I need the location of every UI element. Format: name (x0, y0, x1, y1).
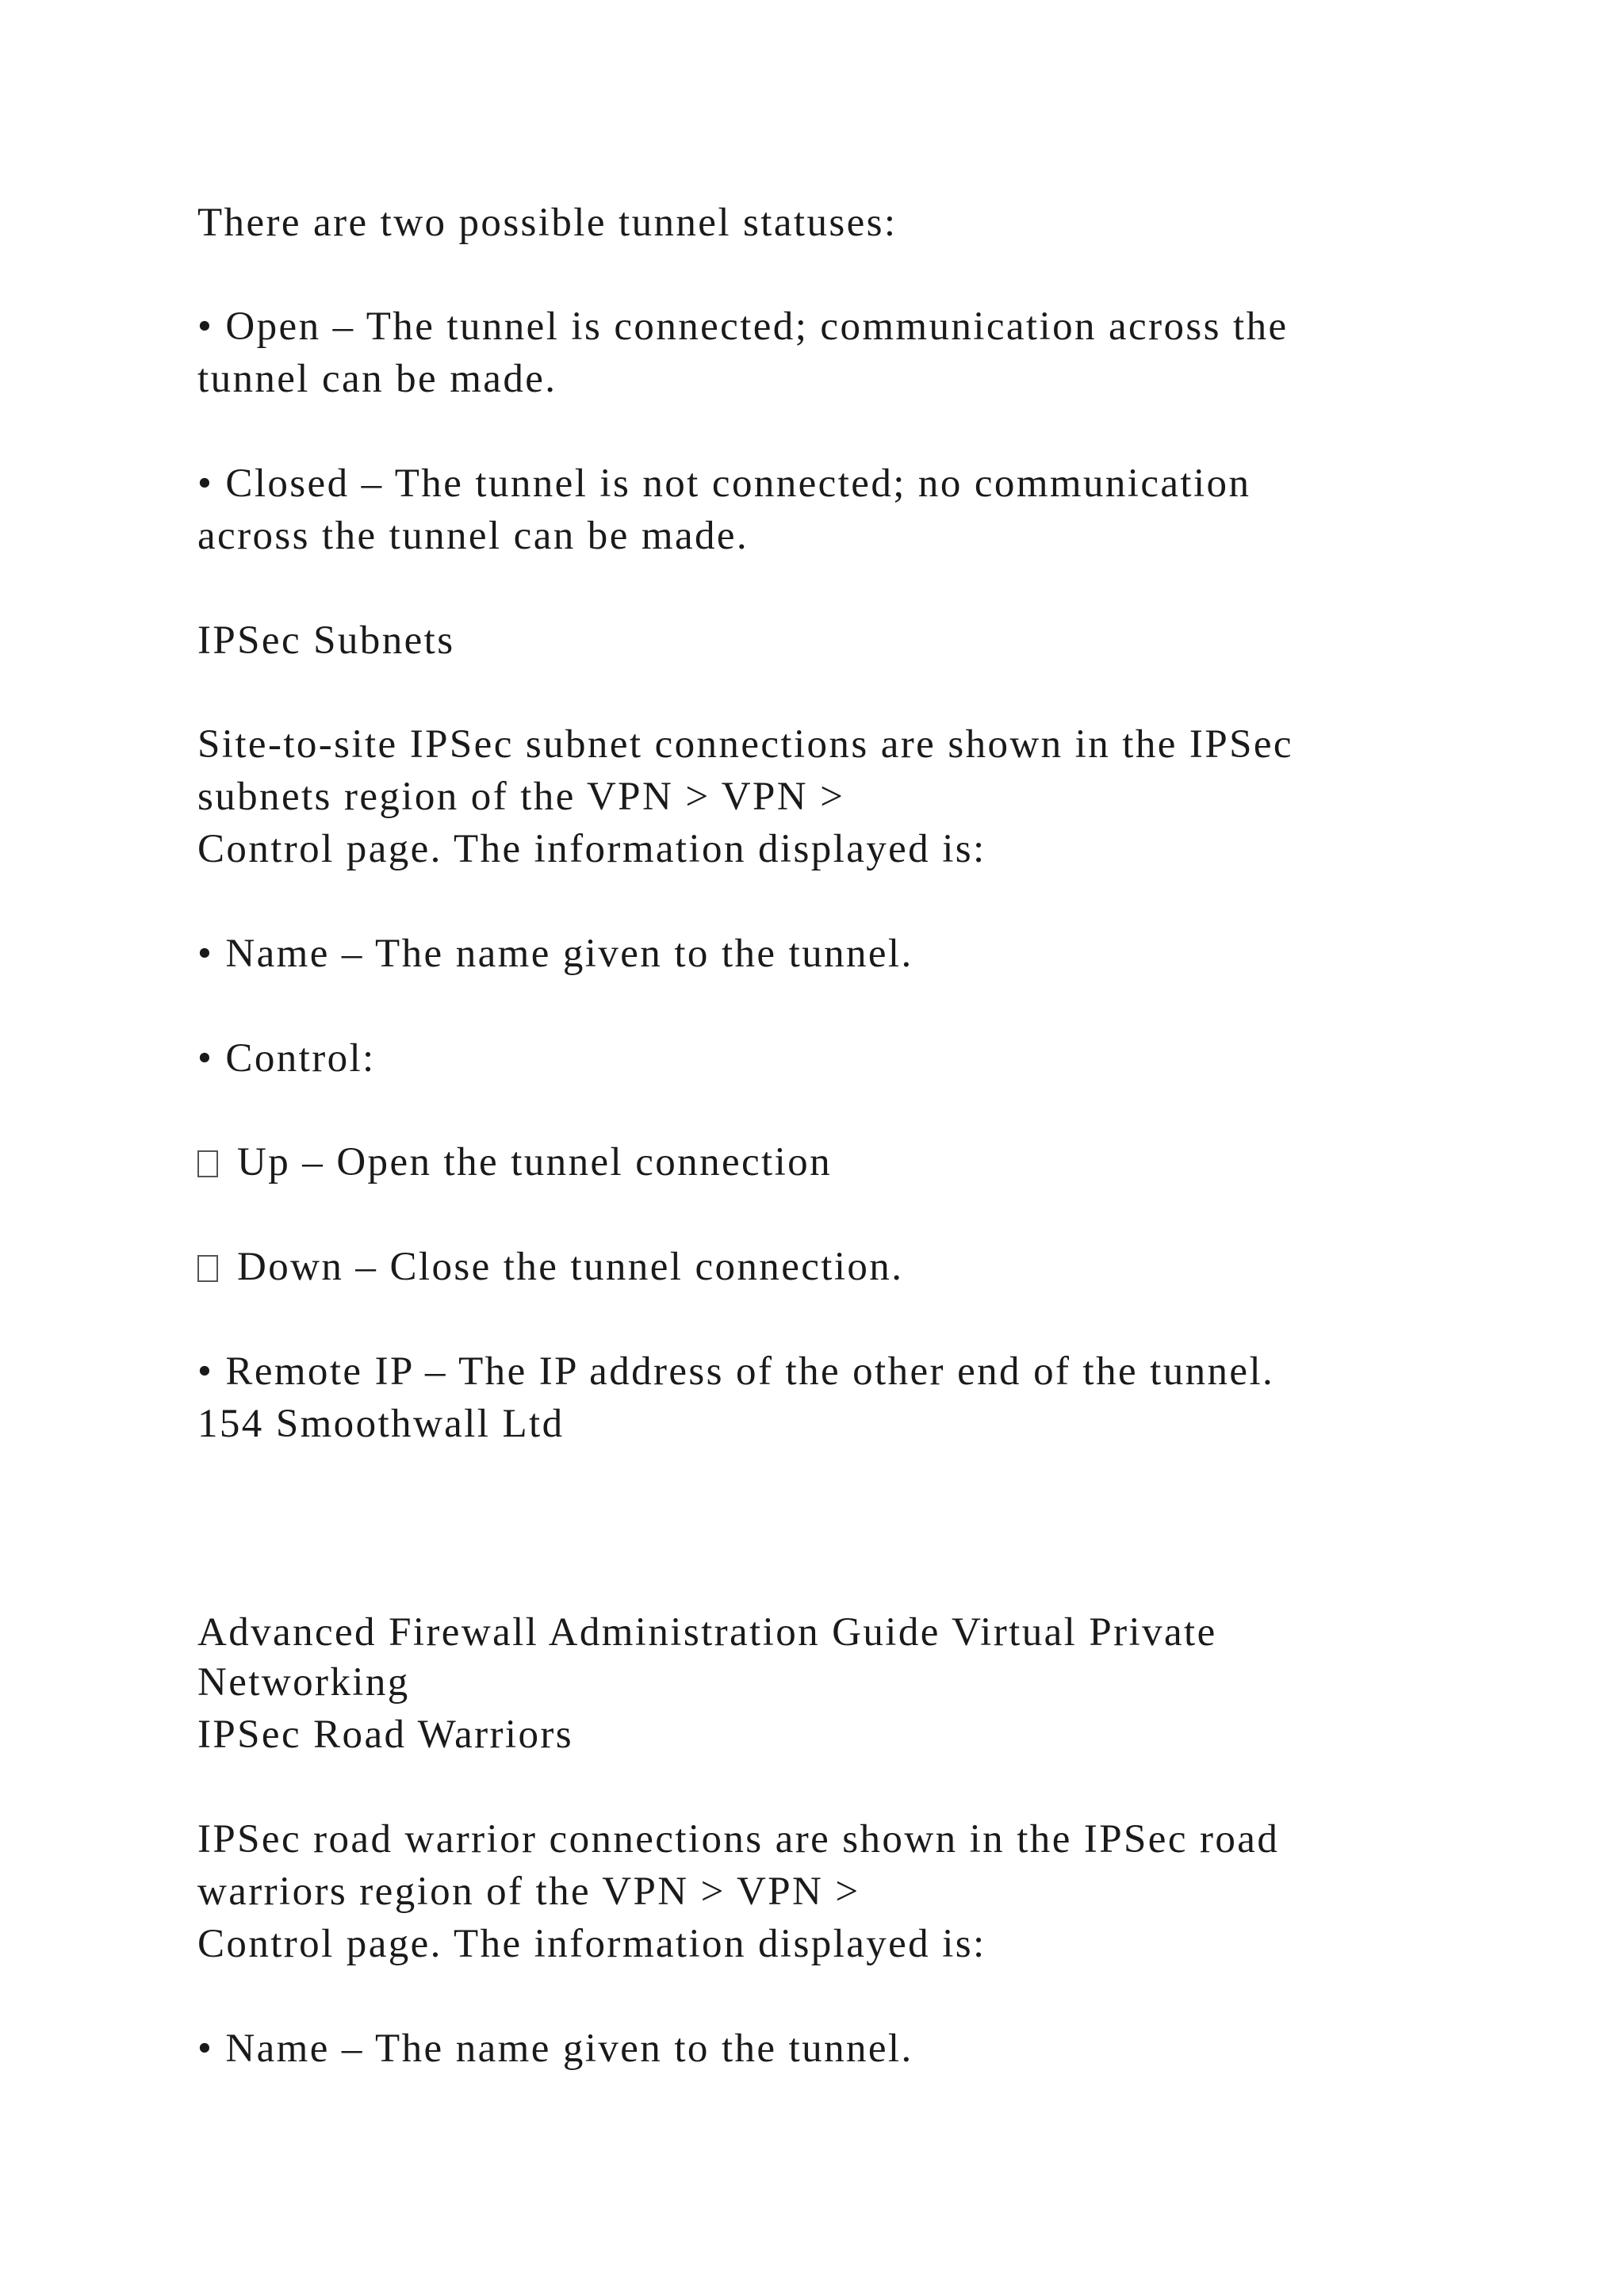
section-heading-ipsec-road-warriors: IPSec Road Warriors (197, 1712, 573, 1757)
road-warriors-paragraph-line-1: IPSec road warrior connections are shown in the IPSec road (197, 1817, 1280, 1862)
missing-glyph-icon (197, 1255, 218, 1282)
subnets-paragraph-line-1: Site-to-site IPSec subnet connections are shown in the IPSec (197, 722, 1293, 767)
bullet-closed-line-2: across the tunnel can be made. (197, 514, 749, 558)
intro-paragraph: There are two possible tunnel statuses: (197, 201, 898, 245)
bullet-closed-line-1: • Closed – The tunnel is not connected; no communication (197, 461, 1251, 506)
section-heading-ipsec-subnets: IPSec Subnets (197, 618, 455, 663)
bullet-open-line-1: • Open – The tunnel is connected; communication across the (197, 304, 1289, 349)
road-warriors-paragraph-line-2: warriors region of the VPN > VPN > (197, 1869, 860, 1914)
sub-bullet-down-text: Down – Close the tunnel connection. (237, 1245, 904, 1289)
bullet-control: • Control: (197, 1036, 376, 1081)
sub-bullet-up-text: Up – Open the tunnel connection (237, 1140, 832, 1184)
bullet-open-line-2: tunnel can be made. (197, 357, 557, 401)
page-footer: 154 Smoothwall Ltd (197, 1402, 565, 1446)
subnets-paragraph-line-2: subnets region of the VPN > VPN > (197, 775, 845, 819)
subnets-paragraph-line-3: Control page. The information displayed is: (197, 827, 986, 871)
missing-glyph-icon (197, 1150, 218, 1177)
bullet-name: • Name – The name given to the tunnel. (197, 932, 914, 976)
bullet-remote-ip: • Remote IP – The IP address of the other end of the tunnel. (197, 1349, 1275, 1394)
road-warriors-paragraph-line-3: Control page. The information displayed is: (197, 1922, 986, 1966)
road-warriors-bullet-name: • Name – The name given to the tunnel. (197, 2026, 914, 2071)
running-header-line-1: Advanced Firewall Administration Guide Virtual Private (197, 1610, 1217, 1655)
running-header-line-2: Networking (197, 1660, 410, 1705)
sub-bullet-up (197, 1142, 832, 1183)
sub-bullet-down (197, 1247, 903, 1288)
